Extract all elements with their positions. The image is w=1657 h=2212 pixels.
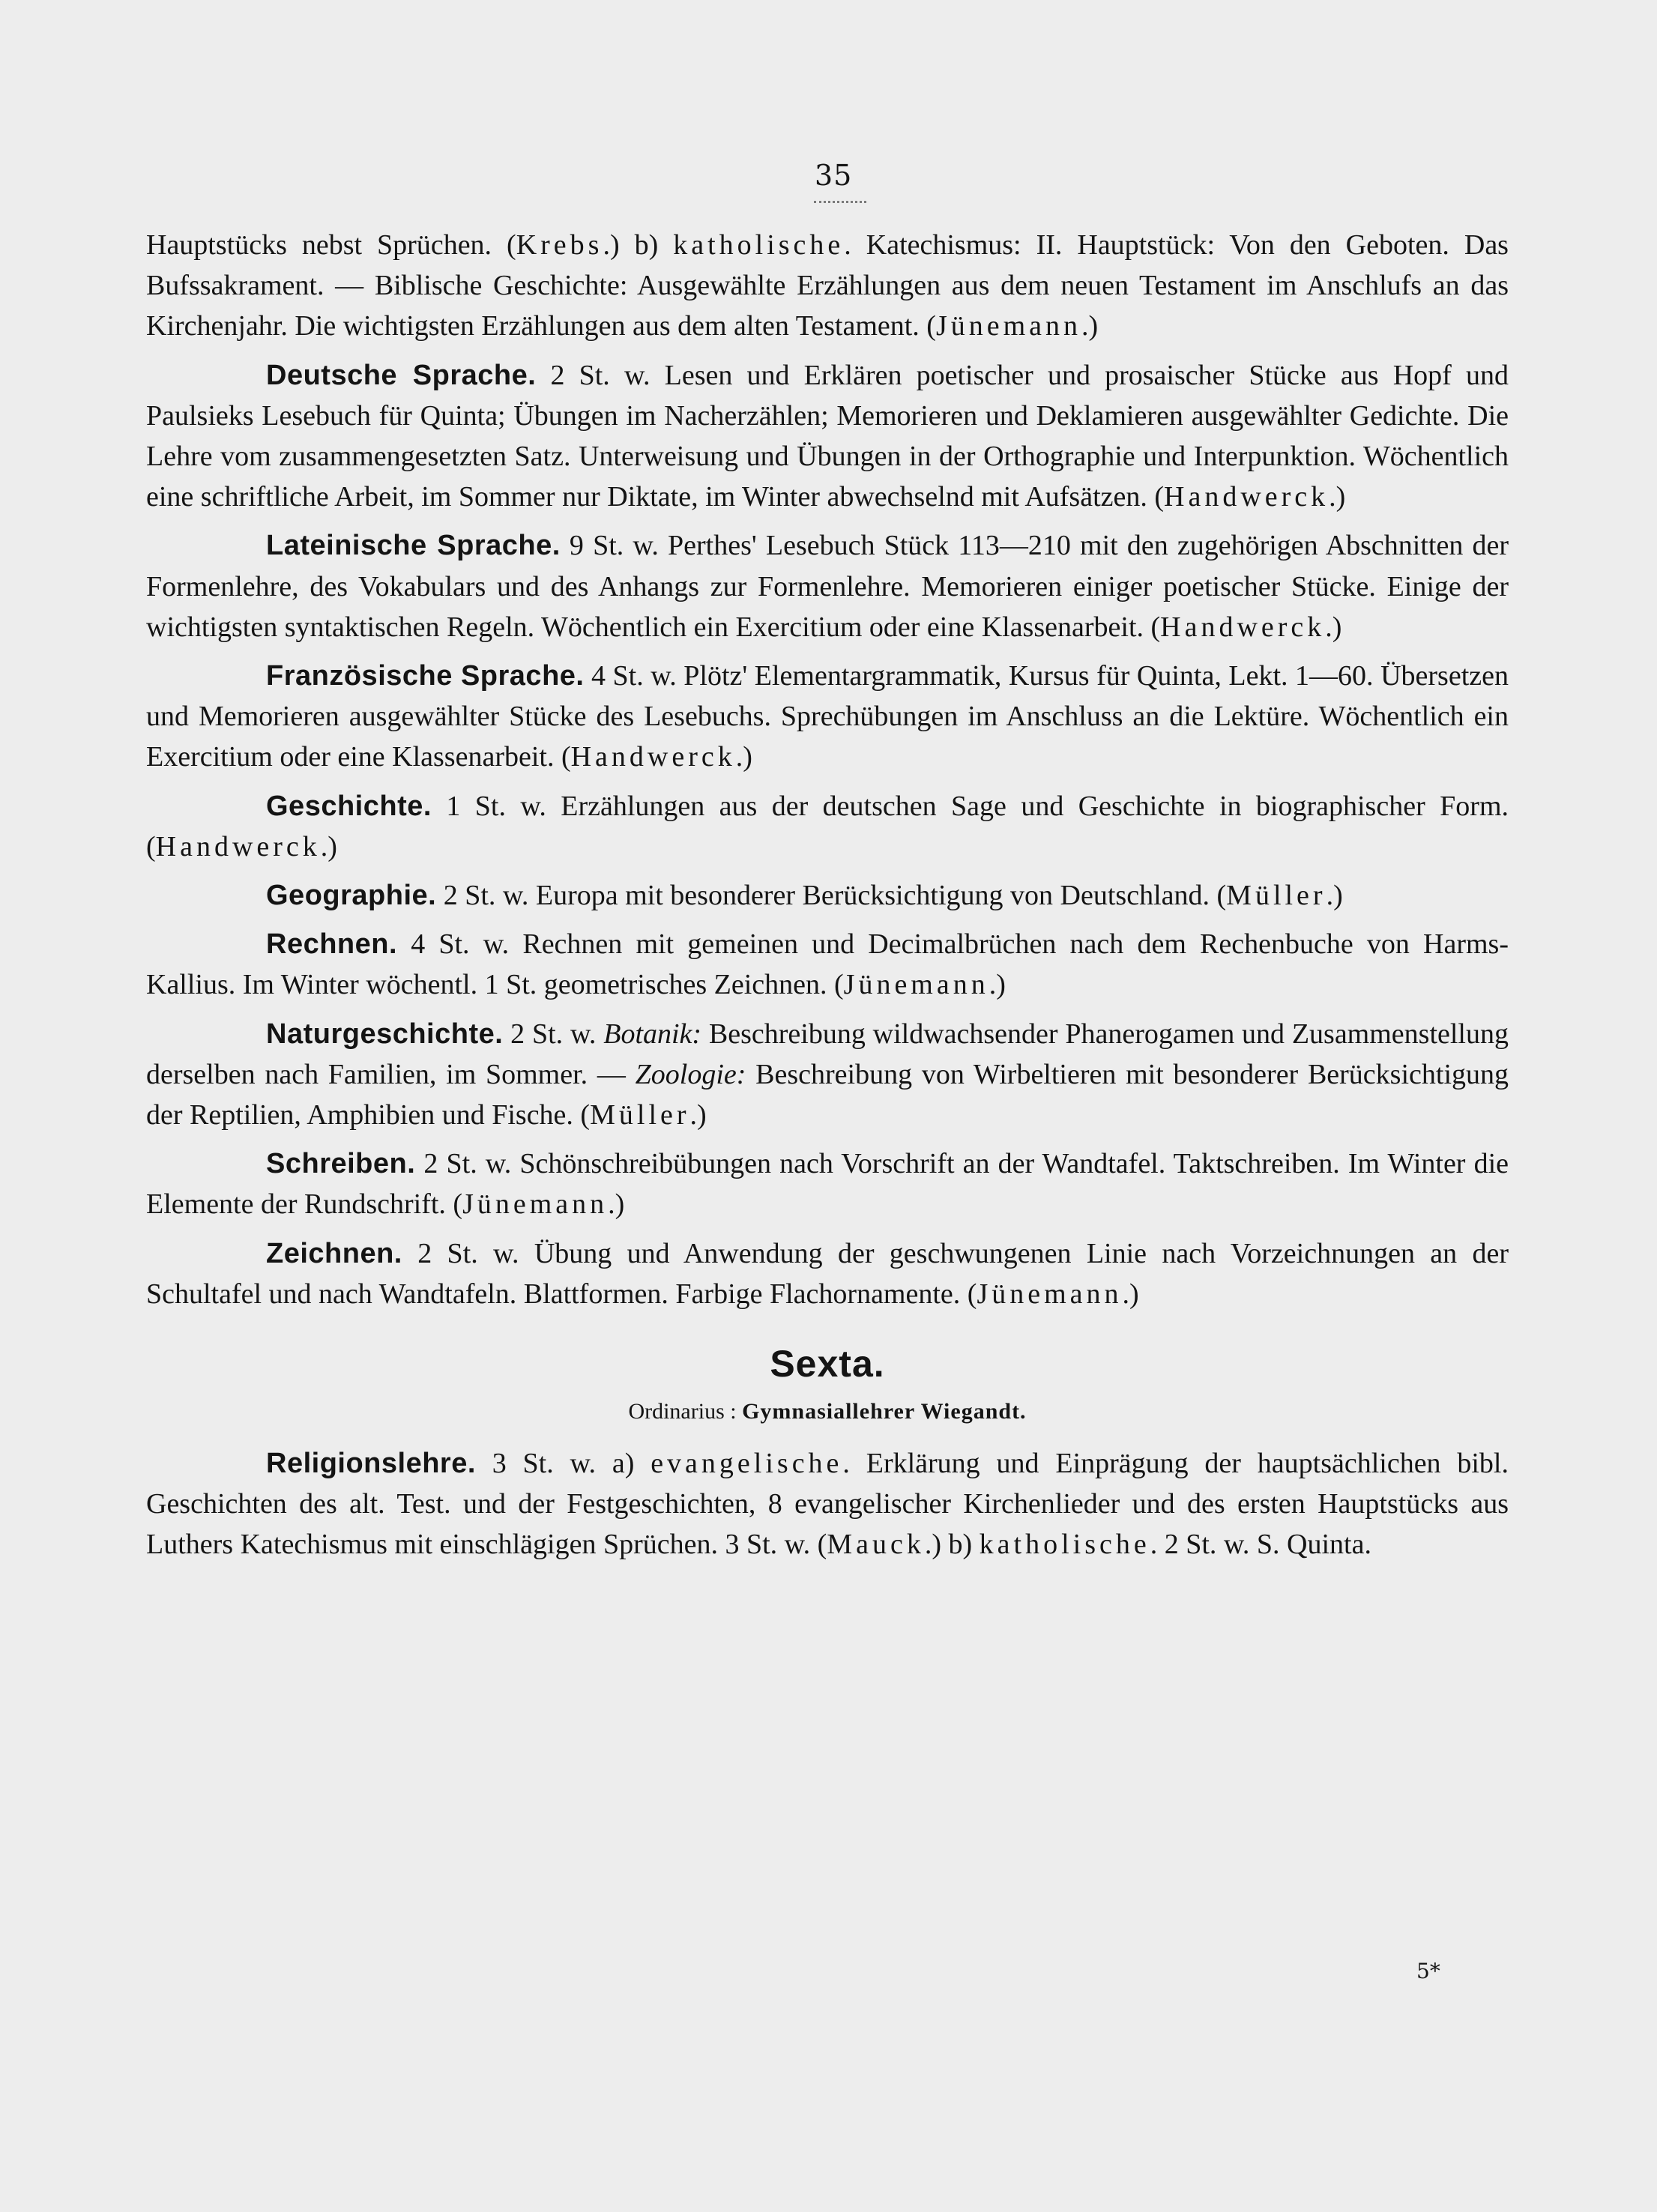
denomination-label: katholische [673, 229, 845, 261]
paragraph-zeichnen [146, 1233, 1509, 1314]
text-run: .) [1326, 880, 1343, 912]
text-run: 9 St. w. Perthes' Lesebuch Stück 113—210 mit den zugehörigen Abschnitten der Formenlehre, des Vokabulars und des Anhangs zur Formenlehre. Memorieren einiger poetischer Stücke. Einige der wichtigsten syntaktischen Regeln. Wöchentlich ein Exercitium oder eine Klassenarbeit. ( [146, 530, 1509, 643]
text-run: .) b) [603, 229, 674, 261]
teacher-name: Jünemann [977, 1278, 1123, 1310]
paragraph-naturgeschichte [146, 1014, 1509, 1136]
teacher-name: Handwerck [1164, 481, 1329, 513]
teacher-name: Jünemann [462, 1188, 609, 1221]
text-run: 2 St. w. Übung und Anwendung der geschwungenen Linie nach Vorzeichnungen an der Schultafel und nach Wandtafeln. Blattformen. Farbige Flachornamente. ( [146, 1237, 1509, 1310]
topic-label: Zoologie: [635, 1058, 746, 1090]
page-number-ornament [814, 201, 866, 203]
teacher-name: Handwerck [570, 741, 736, 773]
teacher-name: Müller [1226, 880, 1326, 912]
ordinarius-line [146, 1397, 1509, 1427]
subject-heading: Religionslehre. [266, 1448, 476, 1480]
paragraph-geschichte [146, 786, 1509, 867]
subject-heading: Französische Sprache. [266, 660, 585, 692]
paragraph-franzoesische-sprache [146, 656, 1509, 778]
subject-heading: Rechnen. [266, 928, 398, 961]
paragraph-geographie [146, 875, 1509, 916]
text-run: . 2 St. w. S. Quinta. [1150, 1529, 1371, 1561]
text-run: . Erklärung und Einprägung der hauptsächlichen bibl. Geschichten des alt. Test. und der Festgeschichten, 8 evangelischer Kirchenlieder und des ersten Hauptstücks aus Luthers Katechismus mit einschlägigen Sprüchen. 3 St. w. ( [146, 1448, 1509, 1561]
text-run: .) [989, 969, 1006, 1001]
ordinarius-name: Gymnasiallehrer Wiegandt. [742, 1399, 1027, 1424]
topic-label: Botanik: [603, 1018, 702, 1050]
text-run: .) [608, 1188, 625, 1221]
text-run: .) [689, 1099, 707, 1131]
body-text [146, 225, 1509, 1574]
text-run: Beschreibung von Wirbeltieren mit besonderer Berücksichtigung der Reptilien, Amphibien und Fische. ( [146, 1058, 1509, 1131]
section-title-sexta: Sexta. [770, 1343, 885, 1385]
subject-heading: Lateinische Sprache. [266, 530, 561, 562]
teacher-name: Jünemann [935, 310, 1082, 342]
paragraph-religionslehre [146, 1443, 1509, 1565]
paragraph-rechnen [146, 924, 1509, 1005]
teacher-name: Mauck [827, 1529, 925, 1561]
ordinarius-label: Ordinarius : [628, 1399, 743, 1424]
paragraph-schreiben [146, 1143, 1509, 1224]
paragraph-deutsche-sprache [146, 355, 1509, 518]
page-number: 35 [815, 159, 853, 192]
teacher-name: Handwerck [155, 830, 321, 862]
text-run: 3 St. w. a) [475, 1448, 651, 1480]
subject-heading: Zeichnen. [266, 1237, 402, 1269]
denomination-label: evangelische [651, 1448, 843, 1480]
subject-heading: Deutsche Sprache. [266, 359, 537, 391]
text-run: .) [1122, 1278, 1139, 1310]
text-run: 4 St. w. Rechnen mit gemeinen und Decimalbrüchen nach dem Rechenbuche von Harms-Kallius. Im Winter wöchentl. 1 St. geometrisches Zeichnen. ( [146, 928, 1509, 1001]
text-run: .) [320, 830, 337, 862]
text-run: 2 St. w. Lesen und Erklären poetischer und prosaischer Stücke aus Hopf und Paulsieks Lesebuch für Quinta; Übungen im Nacherzählen; Memorieren und Deklamieren ausgewählter Gedichte. Die Lehre vom zusammengesetzten Satz. Unterweisung und Übungen in der Orthographie und Interpunktion. Wöchentlich eine schriftliche Arbeit, im Sommer nur Diktate, im Winter abwechselnd mit Aufsätzen. ( [146, 359, 1509, 513]
signature-mark: 5* [1416, 1959, 1440, 1983]
text-run: Hauptstücks nebst Sprüchen. ( [146, 229, 516, 261]
text-run: . Katechismus: II. Hauptstück: Von den Geboten. Das Bufssakrament. — Biblische Geschichte: Ausgewählte Erzählungen aus dem neuen Testament im Anschlufs an das Kirchenjahr. Die wichtigsten Erzählungen aus dem alten Testament. ( [146, 229, 1509, 342]
text-run: .) [1081, 310, 1099, 342]
text-run: 2 St. w. Schönschreibübungen nach Vorschrift an der Wandtafel. Taktschreiben. Im Winter die Elemente der Rundschrift. ( [146, 1148, 1509, 1221]
text-run: .) [1329, 481, 1346, 513]
denomination-label: katholische [979, 1529, 1150, 1561]
subject-heading: Geographie. [266, 880, 437, 912]
subject-heading: Naturgeschichte. [266, 1018, 504, 1050]
paragraph-religion-continuation [146, 225, 1509, 347]
text-run: .) [1325, 611, 1342, 643]
teacher-name: Jünemann [843, 969, 989, 1001]
text-run: 4 St. w. Plötz' Elementargrammatik, Kursus für Quinta, Lekt. 1—60. Übersetzen und Memorieren ausgewählter Stücke des Lesebuchs. Sprechübungen im Anschluss an die Lektüre. Wöchentlich ein Exercitium oder eine Klassenarbeit. ( [146, 660, 1509, 773]
teacher-name: Krebs [516, 229, 603, 261]
text-run: 2 St. w. Europa mit besonderer Berücksichtigung von Deutschland. ( [436, 880, 1227, 912]
subject-heading: Geschichte. [266, 790, 432, 822]
text-run: .) b) [924, 1529, 980, 1561]
teacher-name: Müller [590, 1099, 690, 1131]
text-run: Beschreibung wildwachsender Phanerogamen und Zusammenstellung derselben nach Familien, im Sommer. — [146, 1018, 1509, 1090]
teacher-name: Handwerck [1160, 611, 1326, 643]
paragraph-lateinische-sprache [146, 525, 1509, 647]
text-run: .) [735, 741, 752, 773]
text-run: 1 St. w. Erzählungen aus der deutschen Sage und Geschichte in biographischer Form. ( [146, 790, 1509, 862]
subject-heading: Schreiben. [266, 1148, 416, 1180]
text-run: 2 St. w. [503, 1018, 604, 1050]
